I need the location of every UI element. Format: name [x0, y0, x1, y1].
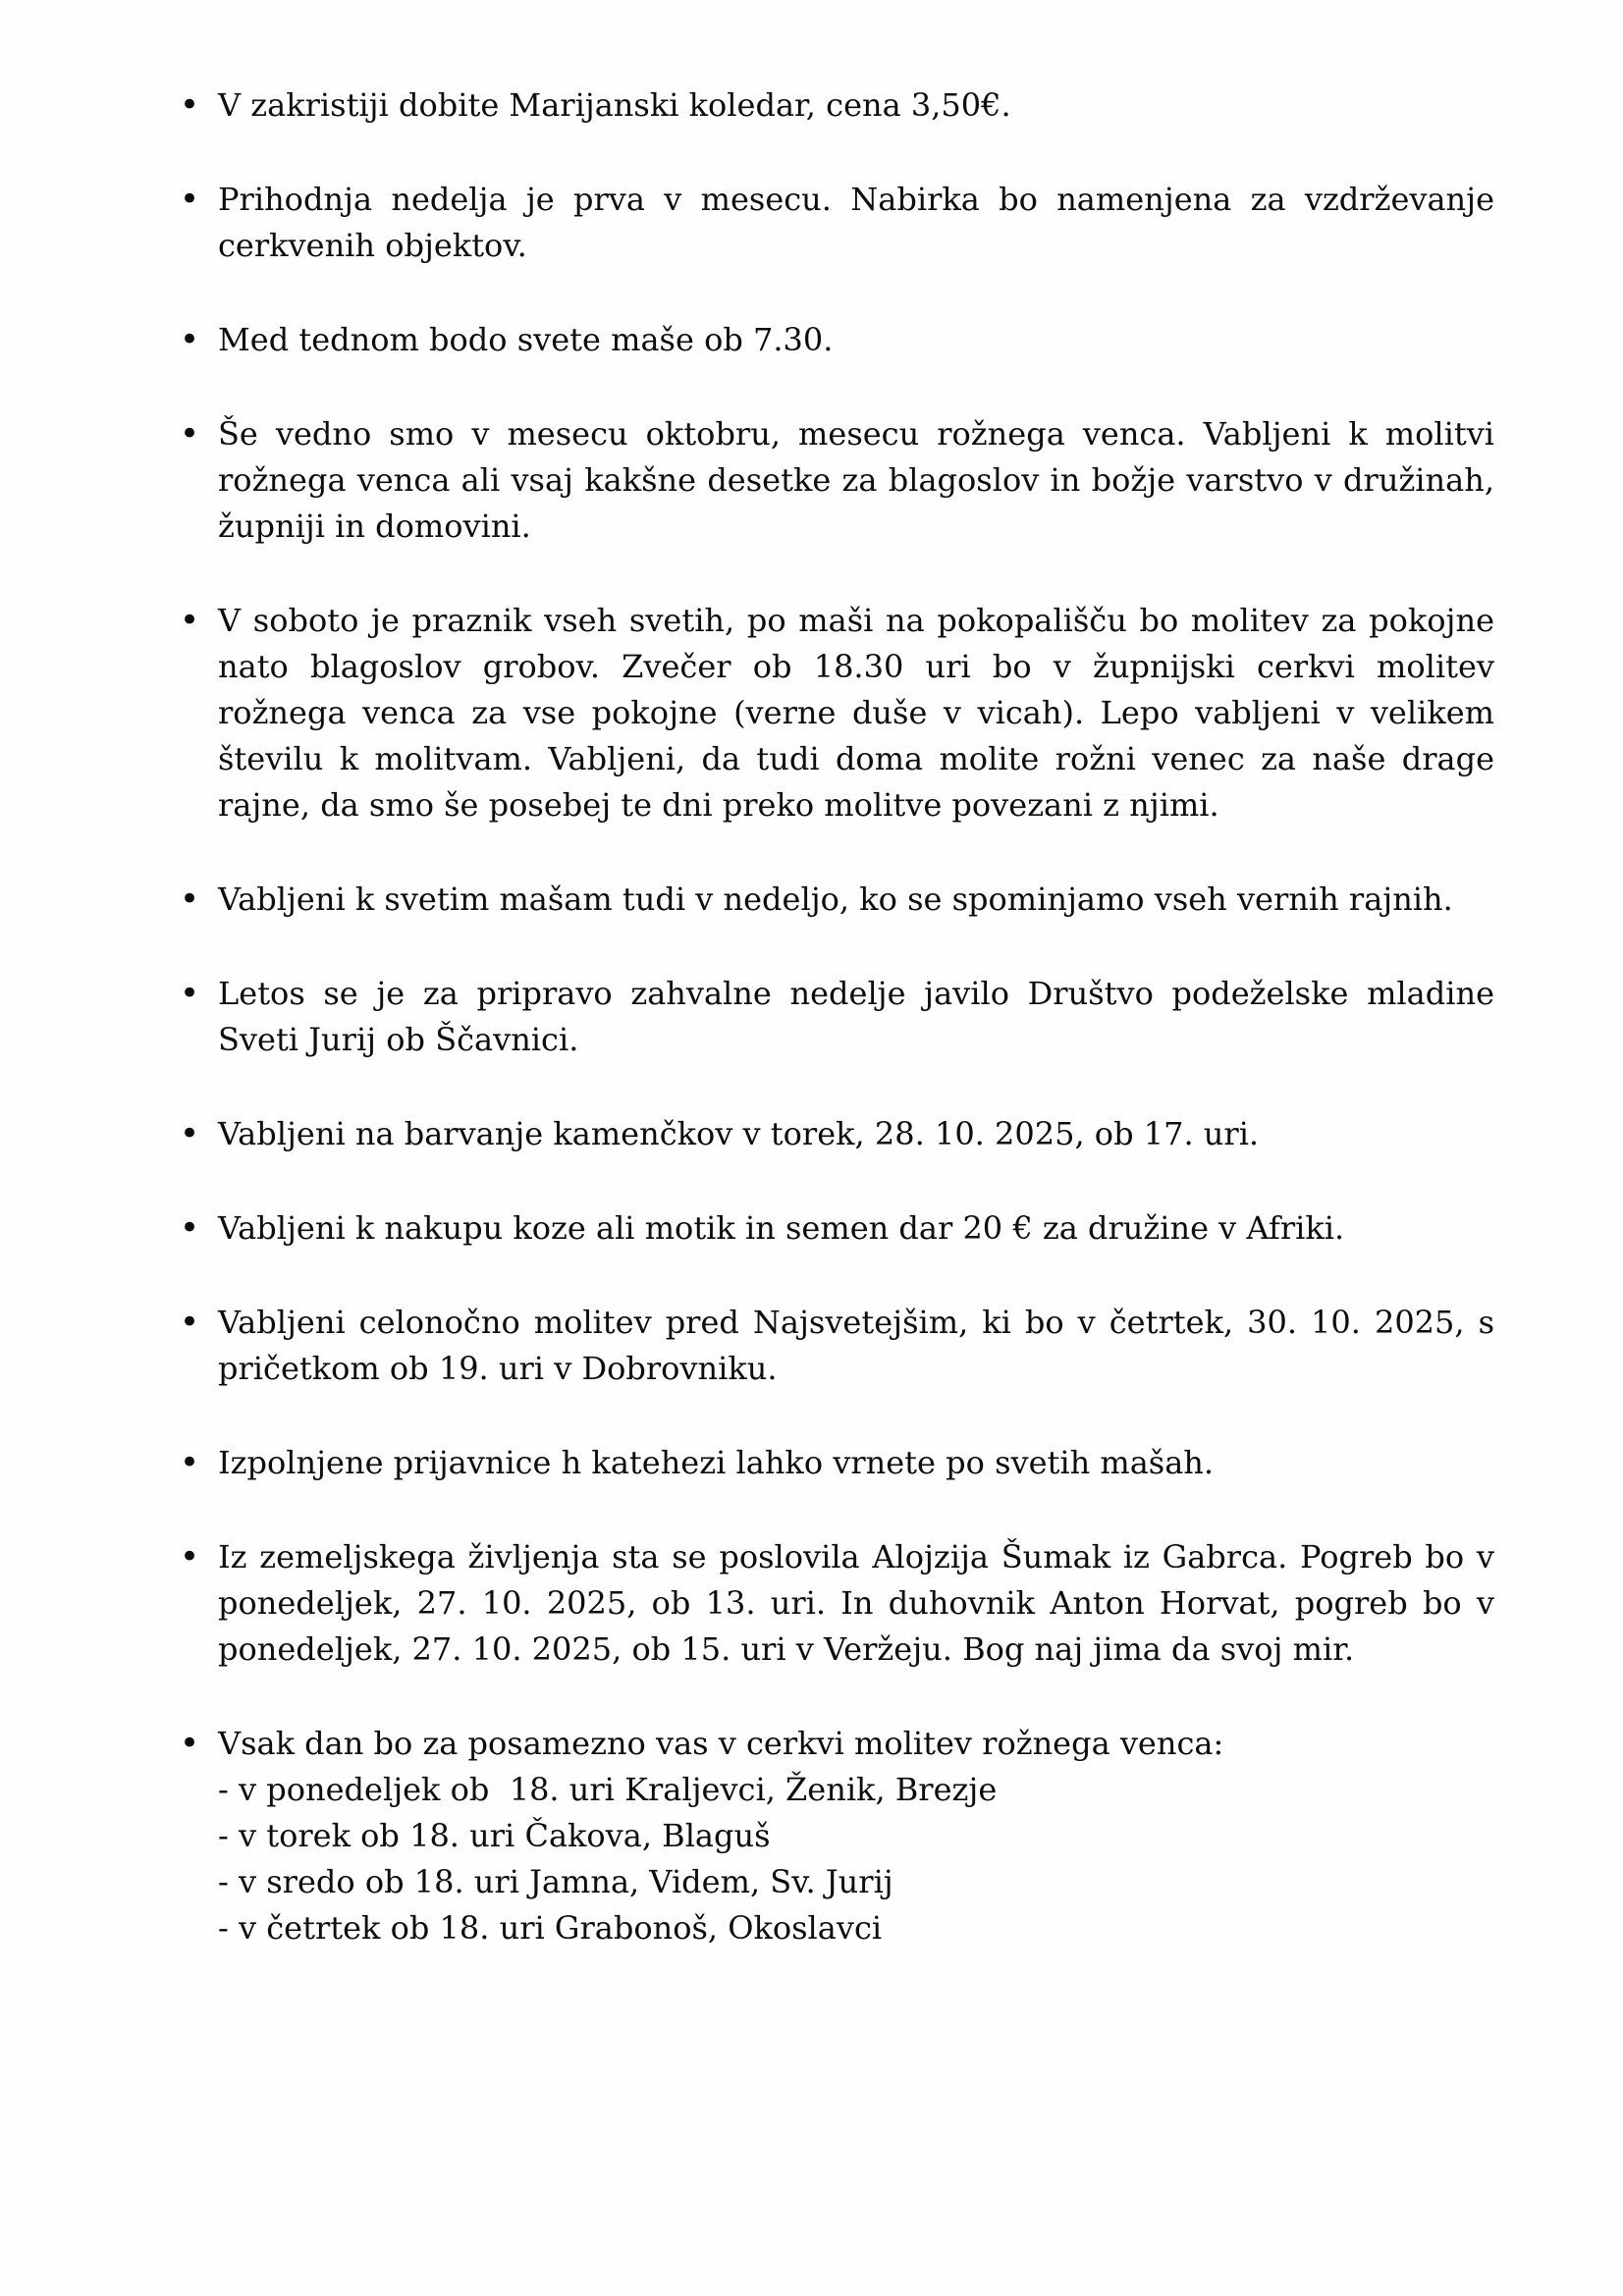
bullet-item: [180, 1534, 1494, 1673]
bullet-item: [180, 971, 1494, 1063]
bullet-text: Izpolnjene prijavnice h katehezi lahko vrnete po svetih mašah.: [218, 1444, 1215, 1481]
bullet-text: • Vsak dan bo za posamezno vas v cerkvi molitev rožnega venca:: [218, 1725, 1224, 1762]
bullet-item: [180, 1111, 1494, 1157]
rosary-schedule-line: - v sredo ob 18. uri Jamna, Videm, Sv. Jurij: [218, 1863, 893, 1900]
bullet-text: V soboto je praznik vseh svetih, po maši na pokopališču bo molitev za pokojne nato blagoslov grobov. Zvečer ob 18.30 uri bo v župnijski cerkvi molitev rožnega venca za vse pokojne (verne duše v vicah). Lepo vabljeni v velikem številu k molitvam. Vabljeni, da tudi doma molite rožni venec za naše drage rajne, da smo še posebej te dni preko molitve povezani z njimi.: [218, 602, 1494, 824]
bullet-item: [180, 1440, 1494, 1486]
bullet-text: Iz zemeljskega življenja sta se poslovila Alojzija Šumak iz Gabrca. Pogreb bo v ponedeljek, 27. 10. 2025, ob 13. uri. In duhovnik Anton Horvat, pogreb bo v ponedeljek, 27. 10. 2025, ob 15. uri v Veržeju. Bog naj jima da svoj mir.: [218, 1538, 1494, 1668]
bullet-text: Vabljeni k nakupu koze ali motik in semen dar 20 € za družine v Afriki.: [218, 1209, 1345, 1247]
bullet-text: Vabljeni k svetim mašam tudi v nedeljo, ko se spominjamo vseh vernih rajnih.: [218, 881, 1453, 918]
rosary-schedule-line: - v četrtek ob 18. uri Grabonoš, Okoslavci: [218, 1909, 883, 1947]
bullet-text: V zakristiji dobite Marijanski koledar, cena 3,50€.: [218, 86, 1011, 124]
bullet-item-rosary-schedule: [180, 1721, 1494, 1951]
bullet-text: Letos se je za pripravo zahvalne nedelje javilo Društvo podeželske mladine Sveti Jurij ob Ščavnici.: [218, 975, 1494, 1058]
bullet-item: [180, 82, 1494, 129]
bullet-text: Vabljeni na barvanje kamenčkov v torek, 28. 10. 2025, ob 17. uri.: [218, 1115, 1260, 1152]
bullet-text: Prihodnja nedelja je prva v mesecu. Nabirka bo namenjena za vzdrževanje cerkvenih objektov.: [218, 181, 1494, 264]
bullet-item: [180, 317, 1494, 363]
bullet-text: Med tednom bodo svete maše ob 7.30.: [218, 321, 834, 358]
bullet-text: Vabljeni celonočno molitev pred Najsvetejšim, ki bo v četrtek, 30. 10. 2025, s pričetkom ob 19. uri v Dobrovniku.: [218, 1304, 1494, 1387]
bullet-item: [180, 598, 1494, 828]
bullet-list: [180, 82, 1494, 1951]
bullet-item: [180, 411, 1494, 550]
bullet-text: Še vedno smo v mesecu oktobru, mesecu rožnega venca. Vabljeni k molitvi rožnega venca ali vsaj kakšne desetke za blagoslov in božje varstvo v družinah, župniji in domovini.: [218, 415, 1494, 545]
bullet-item: [180, 1205, 1494, 1252]
bullet-item: [180, 1300, 1494, 1392]
bullet-item: [180, 177, 1494, 269]
rosary-schedule-line: - v torek ob 18. uri Čakova, Blaguš: [218, 1817, 771, 1854]
bullet-item: [180, 877, 1494, 923]
rosary-schedule-line: - v ponedeljek ob 18. uri Kraljevci, Ženik, Brezje: [218, 1771, 998, 1808]
